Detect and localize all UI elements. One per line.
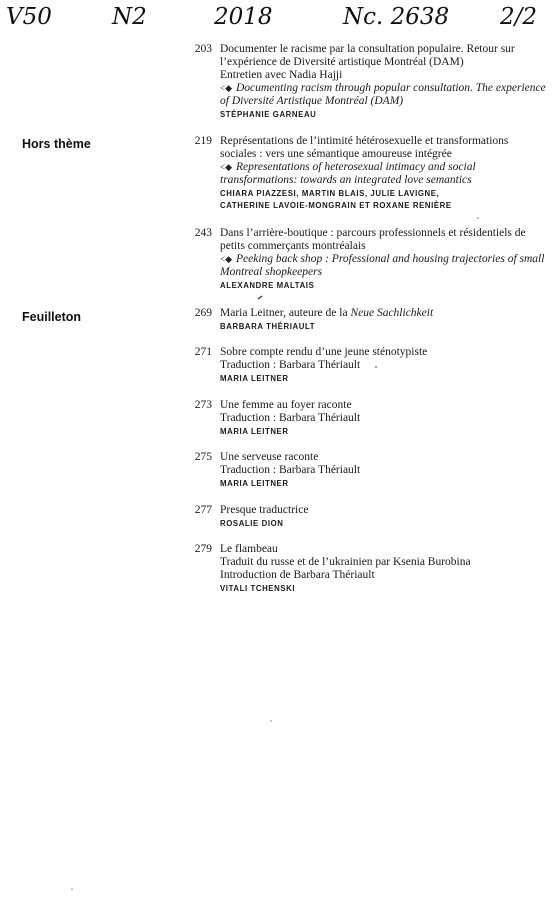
translation-line: transformations: towards an integrated love semantics [220, 174, 472, 186]
page-number: 277 [194, 504, 212, 516]
entry-title-line: Traduction : Barbara Thériault [220, 464, 361, 476]
entry-author: VITALI TCHENSKI [220, 584, 296, 593]
entry-title-line: Traduction : Barbara Thériault [220, 412, 361, 424]
page-number: 275 [194, 451, 212, 463]
entry-author: ALEXANDRE MALTAIS [220, 281, 315, 290]
page-number: 273 [194, 399, 212, 411]
page-number: 203 [194, 43, 212, 55]
page-number: 269 [194, 307, 212, 319]
entry-author: MARIA LEITNER [220, 374, 289, 383]
page-number: 243 [194, 227, 212, 239]
entry-author: BARBARA THÉRIAULT [220, 322, 316, 331]
translation-marker-icon: <◆ [220, 162, 232, 172]
entry-author: ROSALIE DION [220, 519, 284, 528]
entry-author: STÉPHANIE GARNEAU [220, 110, 317, 119]
translation-text: Documenting racism through popular consultation. The experience [236, 82, 546, 94]
entry-title-text: Maria Leitner, auteure de la [220, 307, 351, 319]
entry-title-line: Traduction : Barbara Thériault [220, 359, 361, 371]
page-number: 279 [194, 543, 212, 555]
entry-title-line: Sobre compte rendu d’une jeune sténotypiste [220, 346, 428, 358]
handwritten-call-no: Nc. 2638 [343, 4, 450, 30]
entry-title-line: Le flambeau [220, 543, 278, 555]
entry-author: CATHERINE LAVOIE-MONGRAIN ET ROXANE RENIÈRE [220, 201, 452, 210]
scan-speck [71, 888, 73, 890]
entry-title-line: Une serveuse raconte [220, 451, 319, 463]
entry-title-line: Documenter le racisme par la consultation populaire. Retour sur [220, 43, 515, 55]
scan-speck [477, 217, 479, 219]
translation-marker-icon: <◆ [220, 83, 232, 93]
entry-title-line: Traduit du russe et de l’ukrainien par Ksenia Burobina [220, 556, 471, 568]
translation-marker-icon: <◆ [220, 254, 232, 264]
entry-title-line: petits commerçants montréalais [220, 240, 366, 252]
entry-title-line: Une femme au foyer raconte [220, 399, 352, 411]
page-number: 271 [194, 346, 212, 358]
entry-title-italic: Neue Sachlichkeit [350, 307, 434, 319]
section-label-hors-theme: Hors thème [22, 137, 91, 151]
handwritten-volume: V50 [6, 4, 52, 30]
entry-title-line: Dans l’arrière-boutique : parcours professionnels et résidentiels de [220, 227, 526, 239]
page-number: 219 [194, 135, 212, 147]
entry-title-line: Représentations de l’intimité hétérosexuelle et transformations [220, 135, 509, 147]
entry-author: CHIARA PIAZZESI, MARTIN BLAIS, JULIE LAVIGNE, [220, 189, 440, 198]
translation-line: Montreal shopkeepers [220, 266, 323, 278]
handwritten-year: 2018 [214, 4, 273, 30]
handwritten-part: 2/2 [500, 4, 538, 30]
entry-title-line: Entretien avec Nadia Hajji [220, 69, 343, 81]
translation-line: of Diversité Artistique Montréal (DAM) [220, 95, 404, 107]
entry-title-line: Presque traductrice [220, 504, 309, 516]
scan-speck [258, 296, 262, 299]
entry-title-line: Introduction de Barbara Thériault [220, 569, 375, 581]
scan-speck [375, 366, 377, 368]
section-label-feuilleton: Feuilleton [22, 310, 82, 324]
translation-text: Peeking back shop : Professional and housing trajectories of small [236, 253, 545, 265]
entry-title-line: sociales : vers une sémantique amoureuse intégrée [220, 148, 452, 160]
entry-title-line: l’expérience de Diversité artistique Montréal (DAM) [220, 56, 464, 68]
scan-speck [270, 720, 272, 722]
translation-text: Representations of heterosexual intimacy and social [236, 161, 476, 173]
entry-author: MARIA LEITNER [220, 479, 289, 488]
entry-author: MARIA LEITNER [220, 427, 289, 436]
handwritten-number: N2 [112, 4, 147, 30]
